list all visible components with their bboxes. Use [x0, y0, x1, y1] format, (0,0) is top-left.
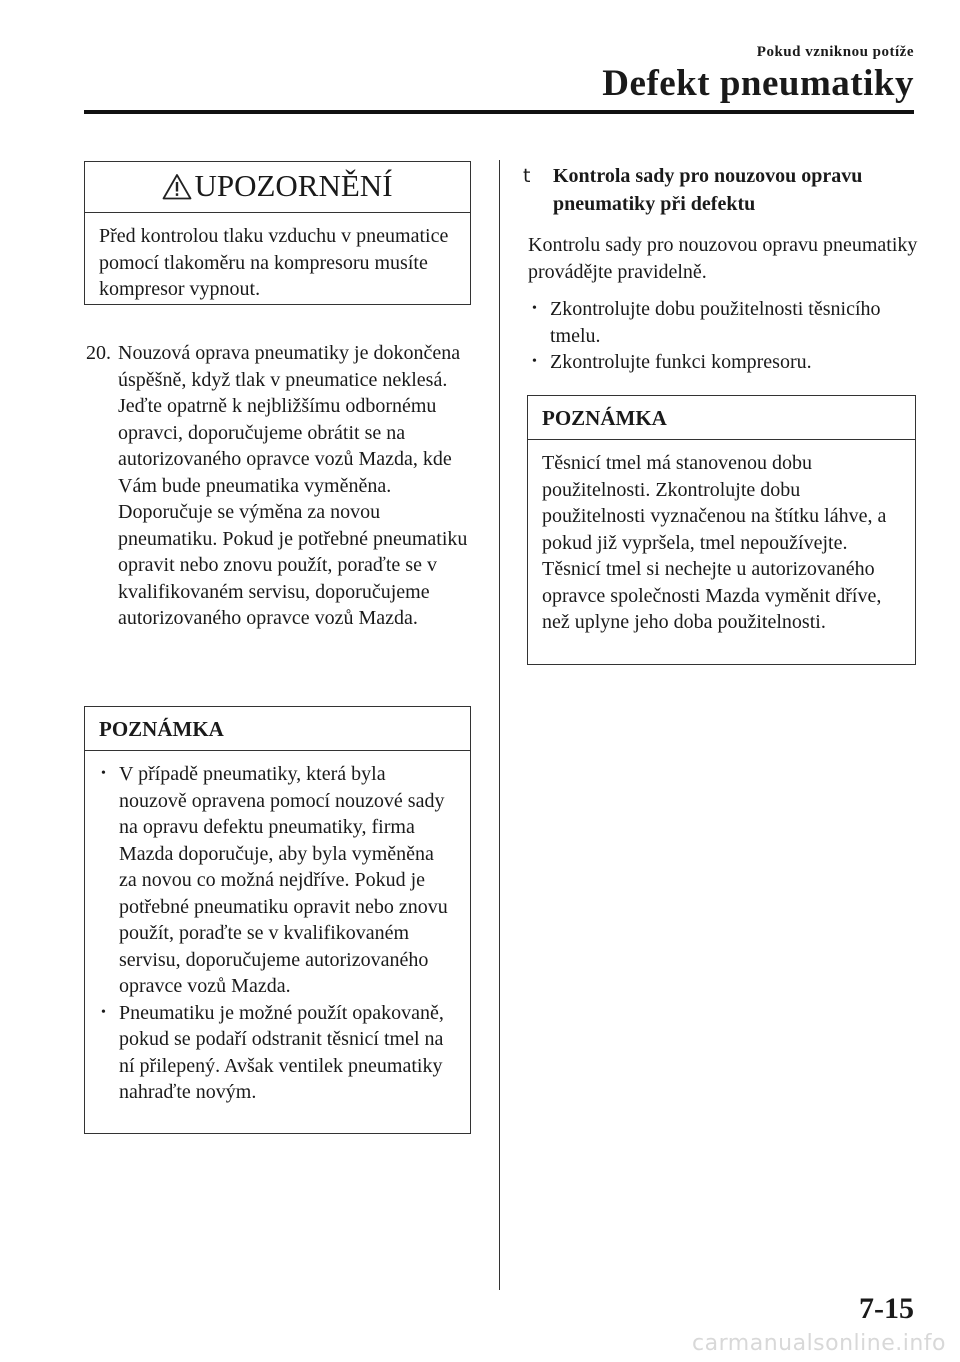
warning-title: UPOZORNĚNÍ	[194, 168, 393, 203]
header-rule	[84, 110, 914, 114]
checklist-item-2: Zkontrolujte funkci kompresoru.	[550, 351, 812, 373]
section-checklist	[530, 296, 910, 376]
page-title: Defekt pneumatiky	[602, 63, 914, 104]
step-number: 20.	[86, 342, 111, 364]
section-title: Kontrola sady pro nouzovou opravu pneumatiky při defektu	[553, 165, 863, 215]
section-heading	[523, 162, 923, 218]
note-right-body: Těsnicí tmel má stanovenou dobu použitelnosti. Zkontrolujte dobu použitelnosti vyznačenou na štítku láhve, a pokud již vypršela, tmel nepoužívejte. Těsnicí tmel si nechejte u autorizovaného opravce společnosti Mazda vyměnit dříve, než uplyne jeho doba použitelnosti.	[542, 452, 887, 633]
note-left-bullet-1: V případě pneumatiky, která byla nouzově opravena pomocí nouzové sady na opravu defektu pneumatiky, firma Mazda doporučuje, aby byla vyměněna za novou co možná nejdříve. Pokud je potřebné pneumatiku opravit nebo znovu použít, poraďte se v kvalifikovaném servisu, doporučujeme autorizovaného opravce vozů Mazda.	[119, 763, 448, 997]
warning-header	[85, 162, 470, 213]
list-item	[99, 761, 456, 1000]
watermark: carmanualsonline.info	[692, 1331, 946, 1356]
list-item	[99, 1000, 456, 1106]
bullet-icon: •	[101, 1004, 106, 1020]
checklist-item-1: Zkontrolujte dobu použitelnosti těsnicího tmelu.	[550, 298, 881, 347]
list-item	[530, 349, 910, 376]
note-left-bullet-2: Pneumatiku je možné použít opakovaně, pokud se podaří odstranit těsnicí tmel na ní přilepený. Avšak ventilek pneumatiky nahraďte novým.	[119, 1001, 444, 1103]
list-item	[530, 296, 910, 349]
page-number: 7-15	[859, 1292, 914, 1325]
step-text: Nouzová oprava pneumatiky je dokončena úspěšně, když tlak v pneumatice neklesá. Jeďte opatrně k nejbližšímu odbornému opravci, doporučujeme obrátit se na autorizovaného opravce vozů Mazda, kde Vám bude pneumatika vyměněna. Doporučuje se výměna za novou pneumatiku. Pokud je potřebné pneumatiku opravit nebo znovu použít, poraďte se v kvalifikovaném servisu, doporučujeme autorizovaného opravce vozů Mazda.	[118, 342, 468, 629]
note-left-header: POZNÁMKA	[85, 707, 470, 751]
bullet-icon: •	[532, 301, 537, 316]
header-section-label: Pokud vzniknou potíže	[756, 44, 914, 60]
warning-box	[84, 161, 471, 305]
note-box-right	[527, 395, 916, 665]
bullet-icon: •	[101, 766, 106, 781]
section-marker-icon: t	[523, 165, 531, 187]
note-left-body	[85, 751, 470, 1118]
warning-text: Před kontrolou tlaku vzduchu v pneumatice pomocí tlakoměru na kompresoru musíte kompresor vypnout.	[99, 225, 449, 300]
column-divider	[499, 160, 500, 1290]
step-20	[86, 340, 476, 632]
note-right-header: POZNÁMKA	[528, 396, 915, 440]
warning-triangle-icon	[162, 173, 192, 200]
section-intro: Kontrolu sady pro nouzovou opravu pneumatiky provádějte pravidelně.	[528, 234, 918, 283]
note-box-left	[84, 706, 471, 1134]
bullet-icon: •	[532, 354, 537, 369]
